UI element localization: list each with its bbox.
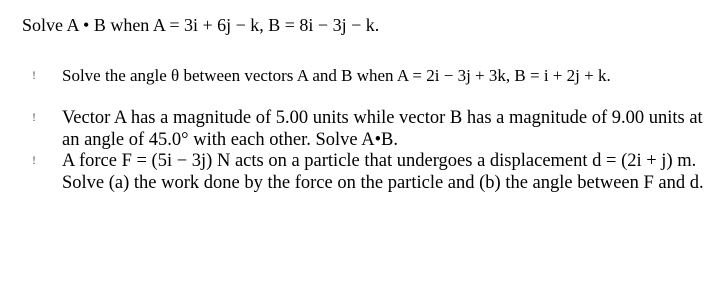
problem-item-1 (30, 65, 705, 108)
problem-text-2: Vector A has a magnitude of 5.00 units while vector B has a magnitude of 9.00 units at an angle of 45.0° with each other. Solve A•B. (62, 108, 703, 150)
problem-text-3: A force F = (5i − 3j) N acts on a particle that undergoes a displacement d = (2i + j) m. Solve (a) the work done by the force on the particle and (b) the angle between F and d. (62, 151, 704, 193)
problem-item-3 (30, 151, 705, 216)
problem-list (30, 65, 705, 216)
problem-heading: Solve A • B when A = 3i + 6j − k, B = 8i − 3j − k. (22, 15, 380, 35)
problem-text-1: Solve the angle θ between vectors A and B when A = 2i − 3j + 3k, B = i + 2j + k. (62, 66, 611, 85)
bullet-marker-3: ! (32, 153, 36, 167)
problem-item-2 (30, 108, 705, 151)
bullet-marker-2: ! (32, 110, 36, 124)
bullet-marker-1: ! (32, 68, 36, 82)
